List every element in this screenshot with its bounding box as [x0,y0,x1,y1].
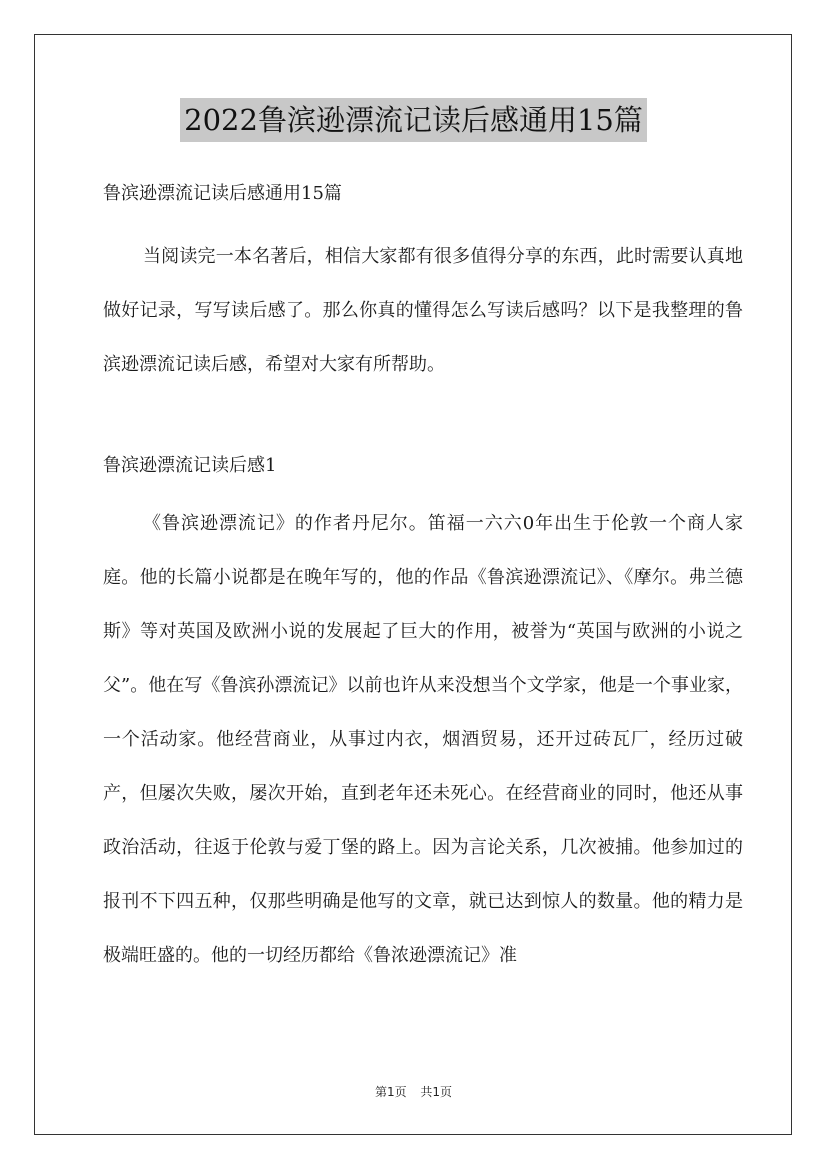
page-number-current: 第1页 [374,1085,407,1099]
section-heading: 鲁滨逊漂流记读后感1 [103,455,277,476]
page-footer [0,1083,827,1100]
section-body-paragraph: 《鲁滨逊漂流记》的作者丹尼尔。笛福一六六0年出生于伦敦一个商人家庭。他的长篇小说都是在晚年写的，他的作品《鲁滨逊漂流记》、《摩尔。弗兰德斯》等对英国及欧洲小说的发展起了巨大的作用，被誉为“英国与欧洲的小说之父”。他在写《鲁滨孙漂流记》以前也许从来没想当个文学家，他是一个事业家，一个活动家。他经营商业，从事过内衣，烟酒贸易，还开过砖瓦厂，经历过破产，但屡次失败，屡次开始，直到老年还未死心。在经营商业的同时，他还从事政治活动，往返于伦敦与爱丁堡的路上。因为言论关系，几次被捕。他参加过的报刊不下四五种，仅那些明确是他写的文章，就已达到惊人的数量。他的精力是极端旺盛的。他的一切经历都给《鲁浓逊漂流记》准 [103,513,743,966]
document-title: 2022鲁滨逊漂流记读后感通用15篇 [180,98,647,142]
page-number-total: 共1页 [420,1085,453,1099]
intro-paragraph: 当阅读完一本名著后，相信大家都有很多值得分享的东西，此时需要认真地做好记录，写写读后感了。那么你真的懂得怎么写读后感吗？以下是我整理的鲁滨逊漂流记读后感，希望对大家有所帮助。 [103,246,743,375]
document-subtitle: 鲁滨逊漂流记读后感通用15篇 [103,183,342,204]
title-container [0,98,827,142]
